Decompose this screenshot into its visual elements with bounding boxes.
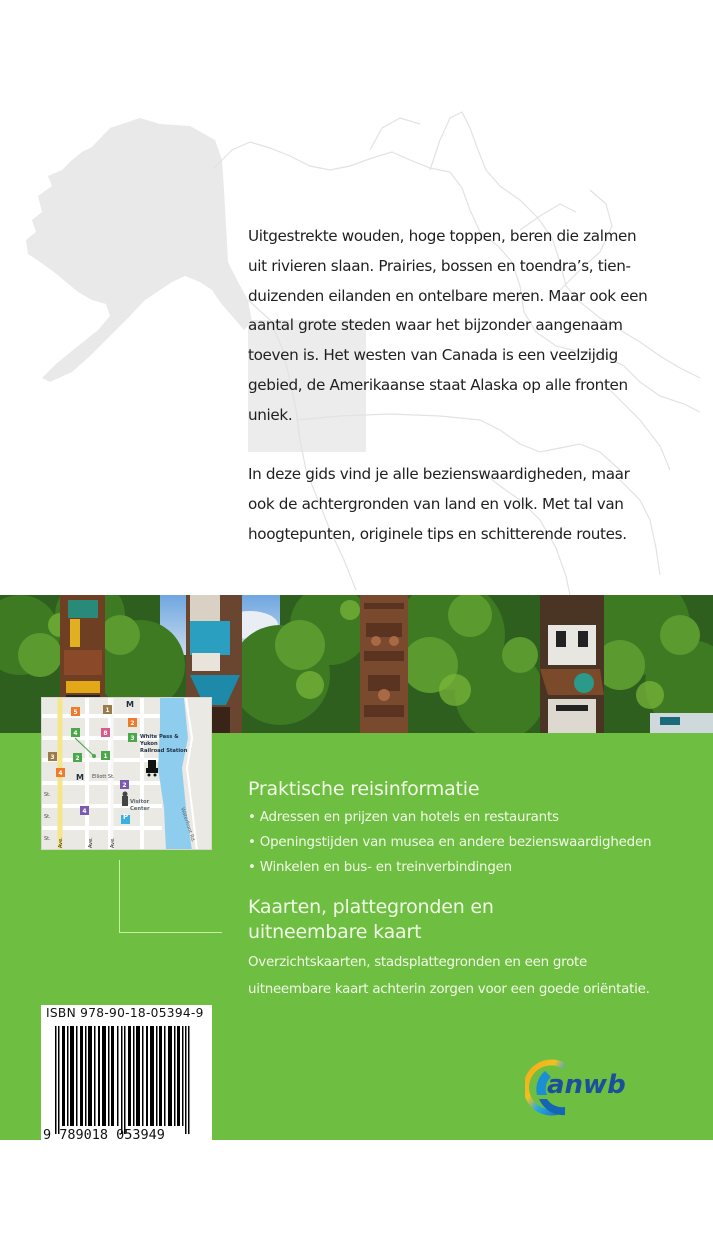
desc-line: uitneembare kaart achterin zorgen voor een goede oriëntatie.	[248, 982, 650, 997]
map-label-street: Elliott St.	[92, 774, 115, 780]
intro-line: duizenden eilanden en ontelbare meren. Maar ook een	[248, 286, 648, 305]
intro-line: uniek.	[248, 405, 293, 424]
connector-line	[119, 860, 222, 933]
barcode-icon	[55, 1026, 205, 1136]
bullet-item: • Adressen en prijzen van hotels en restaurants	[248, 810, 559, 825]
svg-text:2: 2	[122, 782, 127, 789]
intro-line: In deze gids vind je alle bezienswaardigheden, maar	[248, 465, 630, 484]
map-label-station: White Pass &	[140, 734, 179, 740]
svg-text:4: 4	[82, 808, 87, 815]
map-label-station: Yukon	[140, 741, 158, 747]
top-section	[0, 0, 713, 595]
svg-text:1: 1	[103, 753, 108, 760]
map-label-metro: M	[76, 773, 84, 782]
svg-text:4: 4	[58, 770, 63, 777]
city-map-inset	[41, 697, 212, 850]
features-text	[248, 777, 703, 1003]
svg-text:5: 5	[73, 709, 78, 716]
map-label-road: Waterfront Rd.	[179, 806, 197, 844]
svg-text:3: 3	[130, 735, 135, 742]
intro-line: aantal grote steden waar het bijzonder aangenaam	[248, 316, 623, 335]
section-title-practical: Praktische reisinformatie	[248, 778, 480, 800]
intro-line: ook de achtergronden van land en volk. Met tal van	[248, 495, 624, 514]
practical-bullet-list	[248, 805, 703, 880]
map-label-visitor: Center	[130, 806, 150, 812]
intro-line: uit rivieren slaan. Prairies, bossen en toendra’s, tien-	[248, 256, 631, 275]
map-label-st: St.	[44, 836, 51, 842]
map-label-visitor: Visitor	[130, 799, 150, 805]
svg-text:4: 4	[73, 730, 78, 737]
anwb-globe-logo-icon	[525, 1055, 645, 1117]
map-label-ave: Ave.	[58, 837, 64, 848]
svg-text:2: 2	[75, 755, 80, 762]
title-line: Kaarten, plattegronden en	[248, 896, 494, 918]
map-label-ave: Ave.	[88, 837, 94, 848]
anwb-logo	[525, 1055, 645, 1117]
map-label-ave: Ave.	[110, 837, 116, 848]
ean-digits: 9 789018 053949	[43, 1127, 165, 1143]
desc-line: Overzichtskaarten, stadsplattegronden en een grote	[248, 955, 587, 970]
map-label-parking: P	[123, 813, 129, 821]
intro-line: toeven is. Het westen van Canada is een veelzijdig	[248, 346, 618, 365]
intro-line: Uitgestrekte wouden, hoge toppen, beren die zalmen	[248, 227, 637, 245]
street-map-icon	[42, 698, 212, 850]
isbn-barcode	[41, 1005, 212, 1146]
maps-description	[248, 949, 703, 1003]
intro-line: gebied, de Amerikaanse staat Alaska op alle fronten	[248, 375, 628, 394]
map-label-metro: M	[126, 700, 134, 709]
section-title-maps	[248, 895, 703, 945]
intro-line: hoogtepunten, originele tips en schitterende routes.	[248, 524, 627, 543]
intro-text	[248, 222, 678, 580]
intro-paragraph-1	[248, 222, 678, 431]
svg-text:2: 2	[130, 720, 135, 727]
svg-text:8: 8	[103, 730, 108, 737]
map-label-st: St.	[44, 814, 51, 820]
svg-text:3: 3	[50, 754, 55, 761]
map-label-st: St.	[44, 792, 51, 798]
bullet-item: • Winkelen en bus- en treinverbindingen	[248, 860, 512, 875]
bullet-item: • Openingstijden van musea en andere bezienswaardigheden	[248, 835, 652, 850]
title-line: uitneembare kaart	[248, 921, 422, 943]
intro-paragraph-2	[248, 460, 678, 549]
isbn-label: ISBN 978-90-18-05394-9	[46, 1006, 204, 1020]
logo-text: anwb	[547, 1070, 626, 1100]
map-label-station: Railroad Station	[140, 748, 188, 754]
svg-text:1: 1	[105, 707, 110, 714]
